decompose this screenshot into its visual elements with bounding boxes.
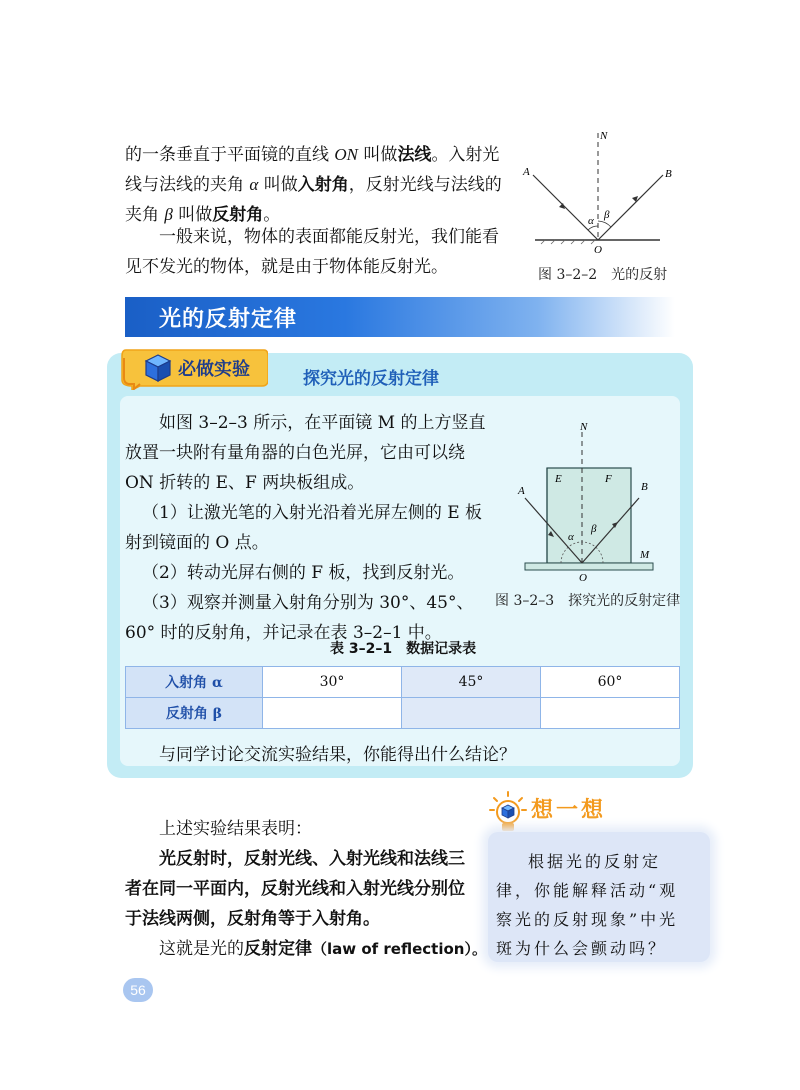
label-E: E (555, 473, 562, 485)
figure-reflection (505, 125, 675, 255)
label-O: O (594, 244, 602, 255)
text-line: 斑为什么会颤动吗？ (496, 939, 668, 958)
discussion-question: 与同学讨论交流实验结果，你能得出什么结论？ (159, 745, 516, 765)
text-line: 一般来说，物体的表面都能反射光，我们能看 (159, 227, 499, 247)
text-line: 如图 3–2–3 所示，在平面镜 M 的上方竖直 (159, 413, 486, 433)
label-beta: β (591, 523, 597, 535)
label-alpha: α (588, 215, 594, 227)
text-line: 律，你能解释活动“观 (496, 881, 679, 900)
reflected-ray (598, 175, 663, 240)
intro-paragraph (125, 140, 502, 230)
reflection-paragraph (125, 222, 499, 282)
label-N: N (580, 421, 588, 433)
think-title: 想一想 (531, 798, 607, 823)
section-title: 光的反射定律 (159, 307, 298, 332)
label-beta: β (604, 209, 610, 221)
figure-caption: 图 3–2–3 探究光的反射定律 (495, 593, 681, 609)
step-line: （1）让激光笔的入射光沿着光屏左侧的 E 板 (142, 503, 483, 523)
label-O: O (579, 572, 587, 583)
table-cell (263, 698, 402, 729)
label-F: F (605, 473, 612, 485)
text-line: ON 折转的 E、F 两块板组成。 (125, 473, 365, 493)
label-N: N (600, 130, 608, 142)
section-header (125, 297, 675, 337)
lightbulb-icon (488, 790, 528, 836)
label-B: B (665, 168, 672, 180)
page-number: 56 (123, 978, 153, 1002)
law-line: 于法线两侧，反射角等于入射角。 (125, 909, 380, 929)
text-line: 察光的反射现象”中光 (496, 910, 679, 929)
row-header-reflection: 反射角 β (126, 698, 263, 729)
plane-mirror (525, 563, 653, 570)
table-cell: 60° (541, 667, 680, 698)
law-line: 者在同一平面内，反射光线和入射光线分别位 (125, 879, 465, 899)
step-line: （3）观察并测量入射角分别为 30°、45°、 (142, 593, 474, 613)
label-B: B (641, 481, 648, 493)
table-row (126, 698, 680, 729)
data-table (125, 666, 680, 729)
cube-icon (146, 355, 170, 381)
figure-caption: 图 3–2–2 光的反射 (538, 267, 668, 283)
table-cell: 30° (263, 667, 402, 698)
beta-arc (598, 221, 611, 227)
label-A: A (518, 485, 525, 497)
figure-experiment (505, 418, 675, 583)
step-line: （2）转动光屏右侧的 F 板，找到反射光。 (142, 563, 465, 583)
badge-label: 必做实验 (178, 359, 250, 380)
text-line: 上述实验结果表明： (159, 819, 312, 839)
experiment-badge (118, 346, 268, 390)
think-text (496, 847, 701, 963)
text-line: 夹角 β 叫做反射角。 (125, 205, 281, 225)
table-title: 表 3–2–1 数据记录表 (330, 641, 477, 657)
table-cell (402, 698, 541, 729)
text-line: 放置一块附有量角器的白色光屏，它由可以绕 (125, 443, 465, 463)
table-cell: 45° (402, 667, 541, 698)
label-alpha: α (568, 531, 574, 543)
experiment-title: 探究光的反射定律 (303, 369, 439, 389)
text-line: 的一条垂直于平面镜的直线 ON 叫做法线。入射光 (125, 145, 500, 165)
table-row (126, 667, 680, 698)
conclusion-paragraph (125, 814, 487, 964)
step-line: 射到镜面的 O 点。 (125, 533, 269, 553)
table-cell (541, 698, 680, 729)
label-M: M (640, 549, 650, 561)
law-line: 光反射时，反射光线、入射光线和法线三 (159, 849, 465, 869)
text-line: 线与法线的夹角 α 叫做入射角，反射光线与法线的 (125, 175, 502, 195)
text-line: 根据光的反射定 (528, 852, 662, 871)
text-line: 见不发光的物体，就是由于物体能反射光。 (125, 257, 448, 277)
row-header-incident: 入射角 α (126, 667, 263, 698)
experiment-intro (125, 408, 485, 648)
text-line: 这就是光的反射定律（law of reflection）。 (159, 939, 487, 959)
label-A: A (523, 166, 530, 178)
step-line: 60° 时的反射角，并记录在表 3–2–1 中。 (125, 623, 442, 643)
